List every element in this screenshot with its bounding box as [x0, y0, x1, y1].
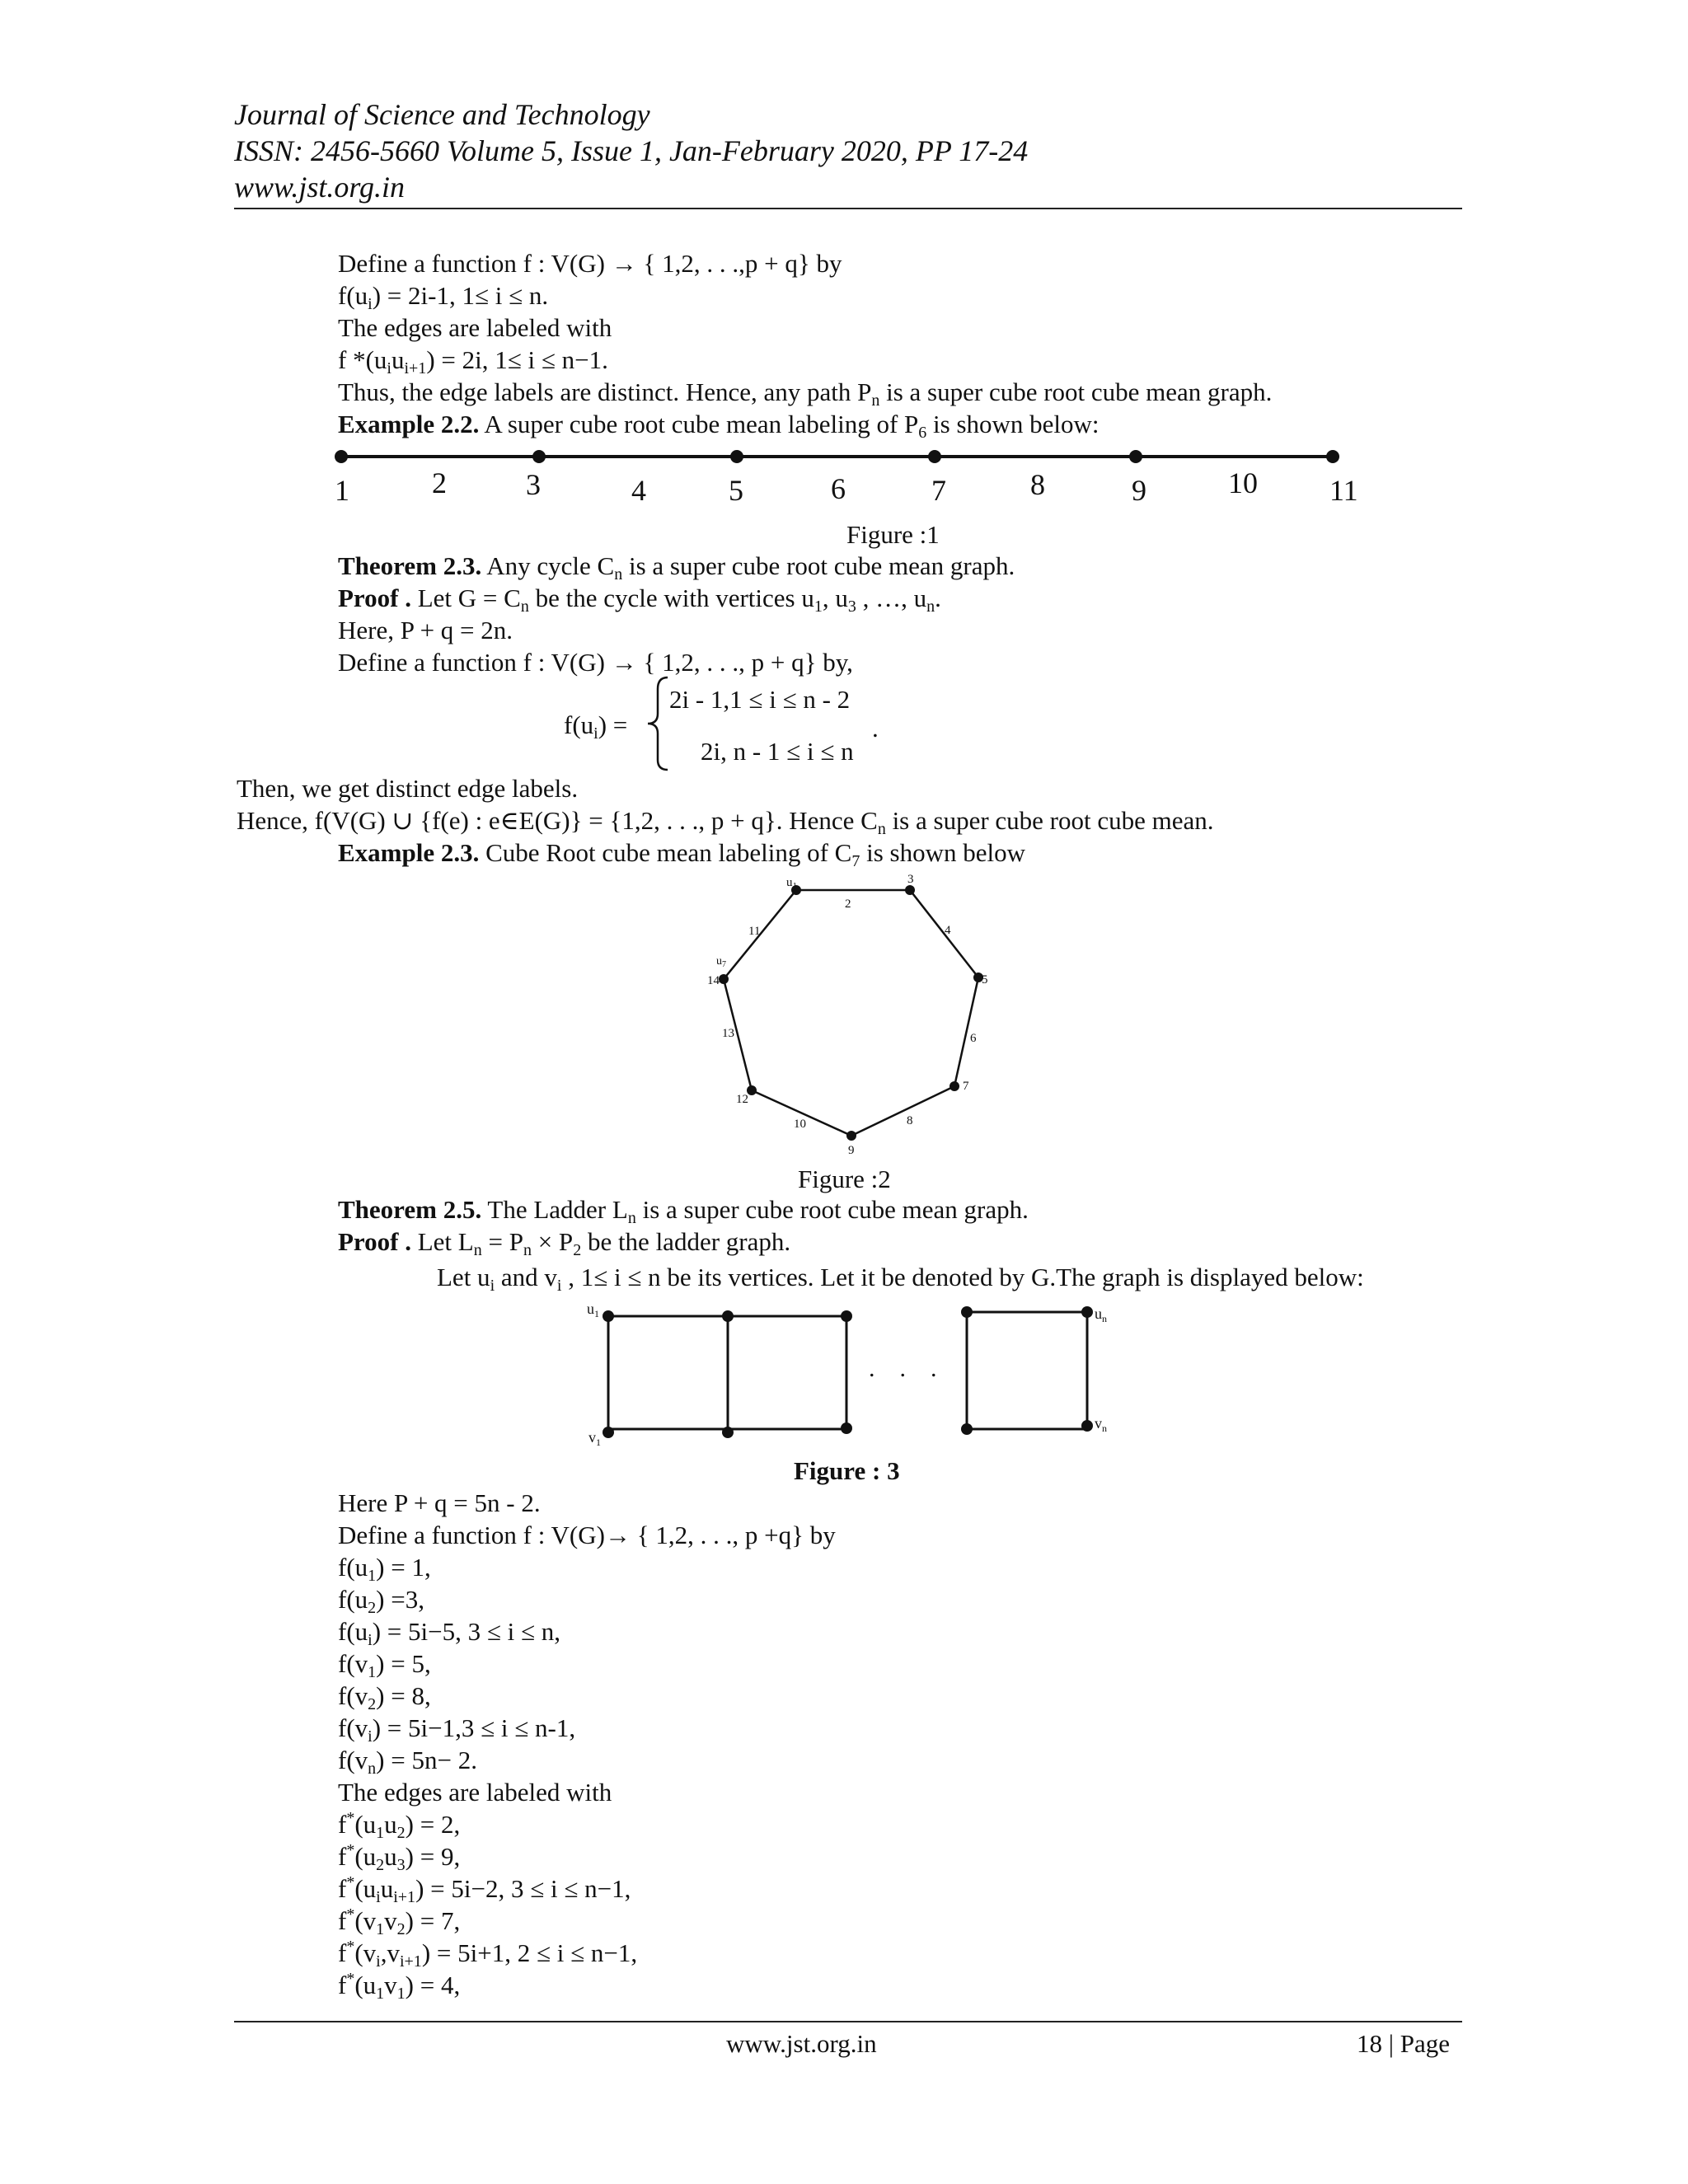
cycle-vertex-label: 5 [982, 973, 988, 987]
edge-label-line: $f^*(u_2u_3) = 9$, [338, 1841, 461, 1874]
edge-label-line: $f^*(v_i,v_{i+1}) = 5i+1$, 2 ≤ i ≤ n−1, [338, 1938, 638, 1971]
ladder-vertex-un [1081, 1306, 1093, 1318]
ladder-label-u1: $u_1$ [587, 1301, 599, 1319]
vertex-label-line: $f(u_2) =3$, [338, 1585, 424, 1617]
thus-line: Thus, the edge labels are distinct. Hence, any path $P_n$ is a super cube root cube mean graph. [338, 377, 1273, 410]
path-vertex-label: 11 [1329, 474, 1358, 507]
cycle-edge-label: 11 [748, 925, 761, 938]
vertex-label-line: $f(v_n) = 5n- 2$. [338, 1746, 477, 1778]
proof-2-5: Proof . Let $L_n = P_n \times P_2$ be the ladder graph. [338, 1227, 791, 1259]
p-plus-q-5n-line: Here P + q = 5n - 2. [338, 1488, 541, 1517]
cycle-vertex-label: 12 [736, 1093, 748, 1106]
cycle-label-u7: $u_7$ [716, 955, 726, 969]
piecewise-case-1: 2i - 1,1 ≤ i ≤ n - 2 [669, 685, 851, 714]
then-line: Then, we get distinct edge labels. [237, 774, 579, 803]
ladder-vertex [841, 1422, 852, 1434]
path-edge-label: 6 [831, 472, 846, 505]
piecewise-case-2: 2i, n - 1 ≤ i ≤ n [701, 737, 854, 766]
vertex-label-line: $f(u_i) = 5i-5$, 3 ≤ i ≤ n, [338, 1617, 561, 1649]
ladder-vertex-v1 [603, 1427, 614, 1438]
path-edge-label: 10 [1228, 466, 1258, 499]
p-plus-q-line: Here, P + q = 2n. [338, 616, 513, 644]
ladder-vertex-vn [1081, 1420, 1093, 1432]
edge-label-line: $f^*(u_1u_2) = 2$, [338, 1809, 461, 1842]
theorem-2-5: Theorem 2.5. The Ladder $L_n$ is a super cube root cube mean graph. [338, 1195, 1029, 1227]
vertex-label-line: $f(v_1) = 5$, [338, 1649, 431, 1681]
define-function-line-2: Define a function f : V(G) → { 1,2, . . ., p + q} by, [338, 648, 853, 677]
cycle-vertex-label: 3 [907, 873, 914, 886]
ladder-vertex [841, 1310, 852, 1322]
cycle-edge-label: 10 [794, 1118, 806, 1131]
footer-website: www.jst.org.in [726, 2029, 877, 2058]
ladder-vertex [961, 1423, 973, 1435]
path-edge-label: 2 [432, 466, 447, 499]
piecewise-period: . [872, 714, 879, 743]
ladder-label-v1: $v_1$ [588, 1429, 601, 1448]
cycle-label-u1: $u_1$ [786, 876, 797, 891]
figure-1-caption: Figure :1 [846, 520, 940, 549]
path-vertex-label: 9 [1132, 474, 1146, 507]
cycle-edge-label: 13 [722, 1027, 734, 1040]
edge-label-line: $f^*(v_1v_2) = 7$, [338, 1905, 461, 1938]
piecewise-lhs: $f(u_i)$ = [564, 710, 628, 743]
ladder-right-square [967, 1312, 1087, 1429]
path-edge-label: 4 [631, 474, 646, 507]
theorem-2-3: Theorem 2.3. Any cycle $C_n$ is a super cube root cube mean graph. [338, 551, 1015, 583]
figure-3-caption: Figure : 3 [794, 1456, 900, 1485]
edges-labeled-line-2: The edges are labeled with [338, 1778, 612, 1807]
f-ui-line: $f(u_i) = 2i-1$, 1≤ i ≤ n. [338, 281, 549, 313]
cycle-edge-label: 8 [907, 1114, 913, 1127]
ladder-vertex [722, 1310, 734, 1322]
hence-line: Hence, f(V(G) ∪ {f(e) : e∈E(G)} = {1,2, . . ., p + q}. Hence $C_n$ is a super cube root cube mean. [237, 806, 1214, 838]
vertex-label-line: $f(u_1) = 1$, [338, 1553, 431, 1585]
page-number: 18 | Page [1357, 2029, 1450, 2058]
header-website: www.jst.org.in [234, 171, 406, 204]
path-edge-label: 8 [1030, 468, 1045, 501]
ladder-label-vn: $v_n$ [1095, 1415, 1107, 1434]
let-vertices-line: Let $u_i$ and $v_i$ , 1≤ i ≤ n be its vertices. Let it be denoted by G.The graph is displayed below: [437, 1263, 1364, 1295]
footer-rule [234, 2021, 1462, 2022]
vertex-label-line: $f(v_2) = 8$, [338, 1681, 431, 1713]
proof-2-3: Proof . Let $G = C_n$ be the cycle with vertices $u_1$, $u_3$ , …, $u_n$. [338, 583, 941, 616]
cycle-edge-label: 6 [970, 1032, 977, 1045]
edges-labeled-line: The edges are labeled with [338, 313, 612, 342]
cycle-edge-label: 2 [845, 898, 851, 911]
edge-label-line: f $*(u_iu_{i+1}) = 2i$, 1≤ i ≤ n−1. [338, 345, 608, 377]
path-vertex-label: 5 [729, 474, 743, 507]
example-2-3-line: Example 2.3. Cube Root cube mean labeling of $C_7$ is shown below [338, 838, 1025, 870]
cycle-edge-label: 4 [945, 924, 951, 937]
path-vertex-label: 7 [931, 474, 946, 507]
edge-label-line: $f^*(u_iu_{i+1}) = 5i-2$, 3 ≤ i ≤ n−1, [338, 1873, 631, 1906]
figure-2-caption: Figure :2 [798, 1165, 891, 1193]
ladder-vertex-u1 [603, 1310, 614, 1322]
path-vertex-label: 1 [335, 474, 349, 507]
define-function-line-3: Define a function f : V(G)→ { 1,2, . . ., p +q} by [338, 1521, 836, 1549]
vertex-label-line: $f(v_i) = 5i-1,3 \le i \le n-1$, [338, 1713, 576, 1746]
example-2-2-line: Example 2.2. A super cube root cube mean labeling of $P_6$ is shown below: [338, 410, 1100, 442]
ladder-vertex [722, 1427, 734, 1438]
ladder-ellipsis: . . . [869, 1355, 937, 1382]
path-vertex-label: 3 [526, 468, 541, 501]
ladder-vertex [961, 1306, 973, 1318]
cycle-vertex-label: 7 [963, 1080, 969, 1093]
define-function-line: Define a function f : V(G) → { 1,2, . . .,p + q} by [338, 249, 842, 278]
ladder-label-un: $u_n$ [1095, 1305, 1107, 1324]
cycle-vertex-label: 9 [848, 1144, 855, 1157]
journal-title: Journal of Science and Technology [234, 98, 650, 131]
issn-line: ISSN: 2456-5660 Volume 5, Issue 1, Jan-February 2020, PP 17-24 [234, 134, 1029, 167]
cycle-vertex-label: 14 [707, 974, 720, 987]
edge-label-line: $f^*(u_1v_1) = 4$, [338, 1970, 461, 2003]
